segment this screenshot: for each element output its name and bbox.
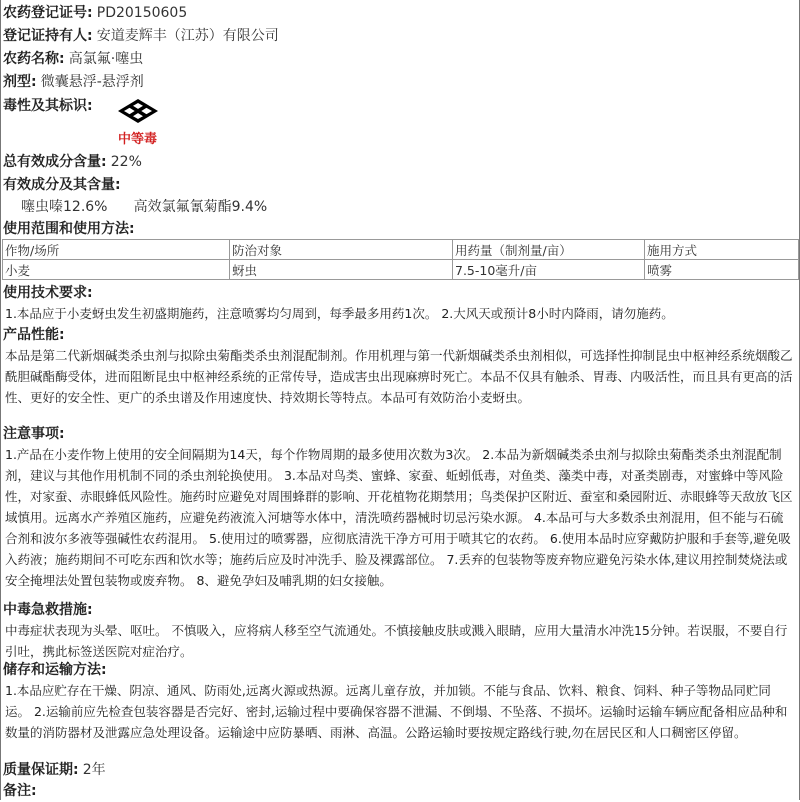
table-cell: 蚜虫 bbox=[230, 260, 453, 280]
tech-requirements-label: 使用技术要求: bbox=[3, 285, 93, 301]
table-header-row bbox=[3, 240, 799, 260]
performance-label: 产品性能: bbox=[3, 327, 65, 343]
total-content-value: 22% bbox=[110, 154, 142, 170]
tech-requirements-heading bbox=[3, 283, 797, 304]
table-header-cell: 防治对象 bbox=[230, 240, 453, 260]
pesticide-name-value: 高氯氟·噻虫 bbox=[68, 51, 144, 67]
pesticide-name-row bbox=[3, 49, 797, 70]
ingredient-item: 噻虫嗪12.6% bbox=[21, 199, 108, 215]
first-aid-heading bbox=[3, 600, 797, 621]
table-cell: 小麦 bbox=[3, 260, 230, 280]
formulation-value: 微囊悬浮-悬浮剂 bbox=[40, 74, 144, 90]
table-cell: 7.5-10毫升/亩 bbox=[453, 260, 645, 280]
tech-requirements-text: 1.本品应于小麦蚜虫发生初盛期施药，注意喷雾均匀周到，每季最多用药1次。 2.大风天或预计8小时内降雨，请勿施药。 bbox=[5, 306, 674, 321]
first-aid-label: 中毒急救措施: bbox=[3, 602, 93, 618]
notes-text: 1.产品在小麦作物上使用的安全间隔期为14天，每个作物周期的最多使用次数为3次。 2.本品为新烟碱类杀虫剂与拟除虫菊酯类杀虫剂混配制剂，建议与其他作用机制不同的杀虫剂轮换使用。 3.本品对鸟类、蜜蜂、家蚕、蚯蚓低毒，对鱼类、藻类中毒，对蚤类剧毒，对蜜蜂中等风险性，对家蚕、赤眼蜂低风险性。施药时应避免对周围蜂群的影响、开花植物花期禁用；鸟类保护区附近、蚕室和桑园附近、赤眼蜂等天敌放飞区域慎用。远离水产养殖区施药，应避免药液流入河塘等水体中，清洗喷药器械时切忌污染水源。 4.本品可与大多数杀虫剂混用，但不能与石硫合剂和波尔多液等强碱性农药混用。 5.使用过的喷雾器，应彻底清洗干净方可用于喷其它的农药。 6.使用本品时应穿戴防护服和手套等,避免吸入药液；施药期间不可吃东西和饮水等；施药后应及时冲洗手、脸及裸露部位。 7.丢弃的包装物等废弃物应避免污染水体,建议用控制焚烧法或安全掩埋法处置包装物或废弃物。 8、避免孕妇及哺乳期的妇女接触。 bbox=[5, 447, 793, 588]
remarks-row bbox=[3, 781, 797, 802]
holder-row bbox=[3, 26, 797, 47]
registration-number-label: 农药登记证号: bbox=[3, 5, 93, 21]
usage-table bbox=[2, 239, 799, 280]
formulation-label: 剂型: bbox=[3, 74, 37, 90]
toxicity-diamond-icon bbox=[117, 98, 159, 124]
pesticide-name-label: 农药名称: bbox=[3, 51, 65, 67]
ingredients-list bbox=[21, 197, 797, 218]
storage-heading bbox=[3, 660, 797, 681]
storage-label: 储存和运输方法: bbox=[3, 662, 107, 678]
notes-heading bbox=[3, 424, 797, 445]
performance-heading bbox=[3, 325, 797, 346]
registration-number-row bbox=[3, 3, 797, 24]
usage-label: 使用范围和使用方法: bbox=[3, 221, 135, 237]
total-content-label: 总有效成分含量: bbox=[3, 154, 107, 170]
formulation-row bbox=[3, 72, 797, 93]
first-aid-text: 中毒症状表现为头晕、呕吐。 不慎吸入，应将病人移至空气流通处。不慎接触皮肤或溅入眼睛，应用大量清水冲洗15分钟。若误服，不要自行引吐，携此标签送医院对症治疗。 bbox=[5, 623, 788, 659]
holder-value: 安道麦辉丰（江苏）有限公司 bbox=[96, 28, 279, 44]
performance-text: 本品是第二代新烟碱类杀虫剂与拟除虫菊酯类杀虫剂混配制剂。作用机理与第一代新烟碱类杀虫剂相似，可选择性抑制昆虫中枢神经系统烟酸乙酰胆碱酯酶受体，进而阻断昆虫中枢神经系统的正常传导，造成害虫出现麻痹时死亡。本品不仅具有触杀、胃毒、内吸活性，而且具有更高的活性、更好的安全性、更广的杀虫谱及作用速度快、持效期长等特点。本品可有效防治小麦蚜虫。 bbox=[5, 348, 793, 405]
notes-label: 注意事项: bbox=[3, 426, 65, 442]
toxicity-label: 毒性及其标识: bbox=[3, 98, 93, 114]
table-header-cell: 作物/场所 bbox=[3, 240, 230, 260]
ingredients-row bbox=[3, 175, 797, 196]
warranty-row bbox=[3, 760, 797, 781]
remarks-label: 备注: bbox=[3, 783, 37, 799]
table-header-cell: 施用方式 bbox=[645, 240, 799, 260]
table-row bbox=[3, 260, 799, 280]
ingredients-label: 有效成分及其含量: bbox=[3, 177, 121, 193]
table-header-cell: 用药量（制剂量/亩） bbox=[453, 240, 645, 260]
holder-label: 登记证持有人: bbox=[3, 28, 93, 44]
registration-number-value: PD20150605 bbox=[96, 5, 188, 21]
warranty-value: 2年 bbox=[82, 762, 106, 778]
warranty-label: 质量保证期: bbox=[3, 762, 79, 778]
toxicity-level: 中等毒 bbox=[118, 132, 158, 147]
table-cell: 喷雾 bbox=[645, 260, 799, 280]
usage-row bbox=[3, 219, 797, 240]
ingredient-item: 高效氯氟氰菊酯9.4% bbox=[133, 199, 268, 215]
total-content-row bbox=[3, 152, 797, 173]
storage-text: 1.本品应贮存在干燥、阴凉、通风、防雨处,远离火源或热源。远离儿童存放，并加锁。不能与食品、饮料、粮食、饲料、种子等物品同贮同运。 2.运输前应先检查包装容器是否完好、密封,运输过程中要确保容器不泄漏、不倒塌、不坠落、不损坏。运输时运输车辆应配备相应品种和数量的消防器材及泄露应急处理设备。运输途中应防暴晒、雨淋、高温。公路运输时要按规定路线行驶,勿在居民区和人口稠密区停留。 bbox=[5, 683, 788, 740]
